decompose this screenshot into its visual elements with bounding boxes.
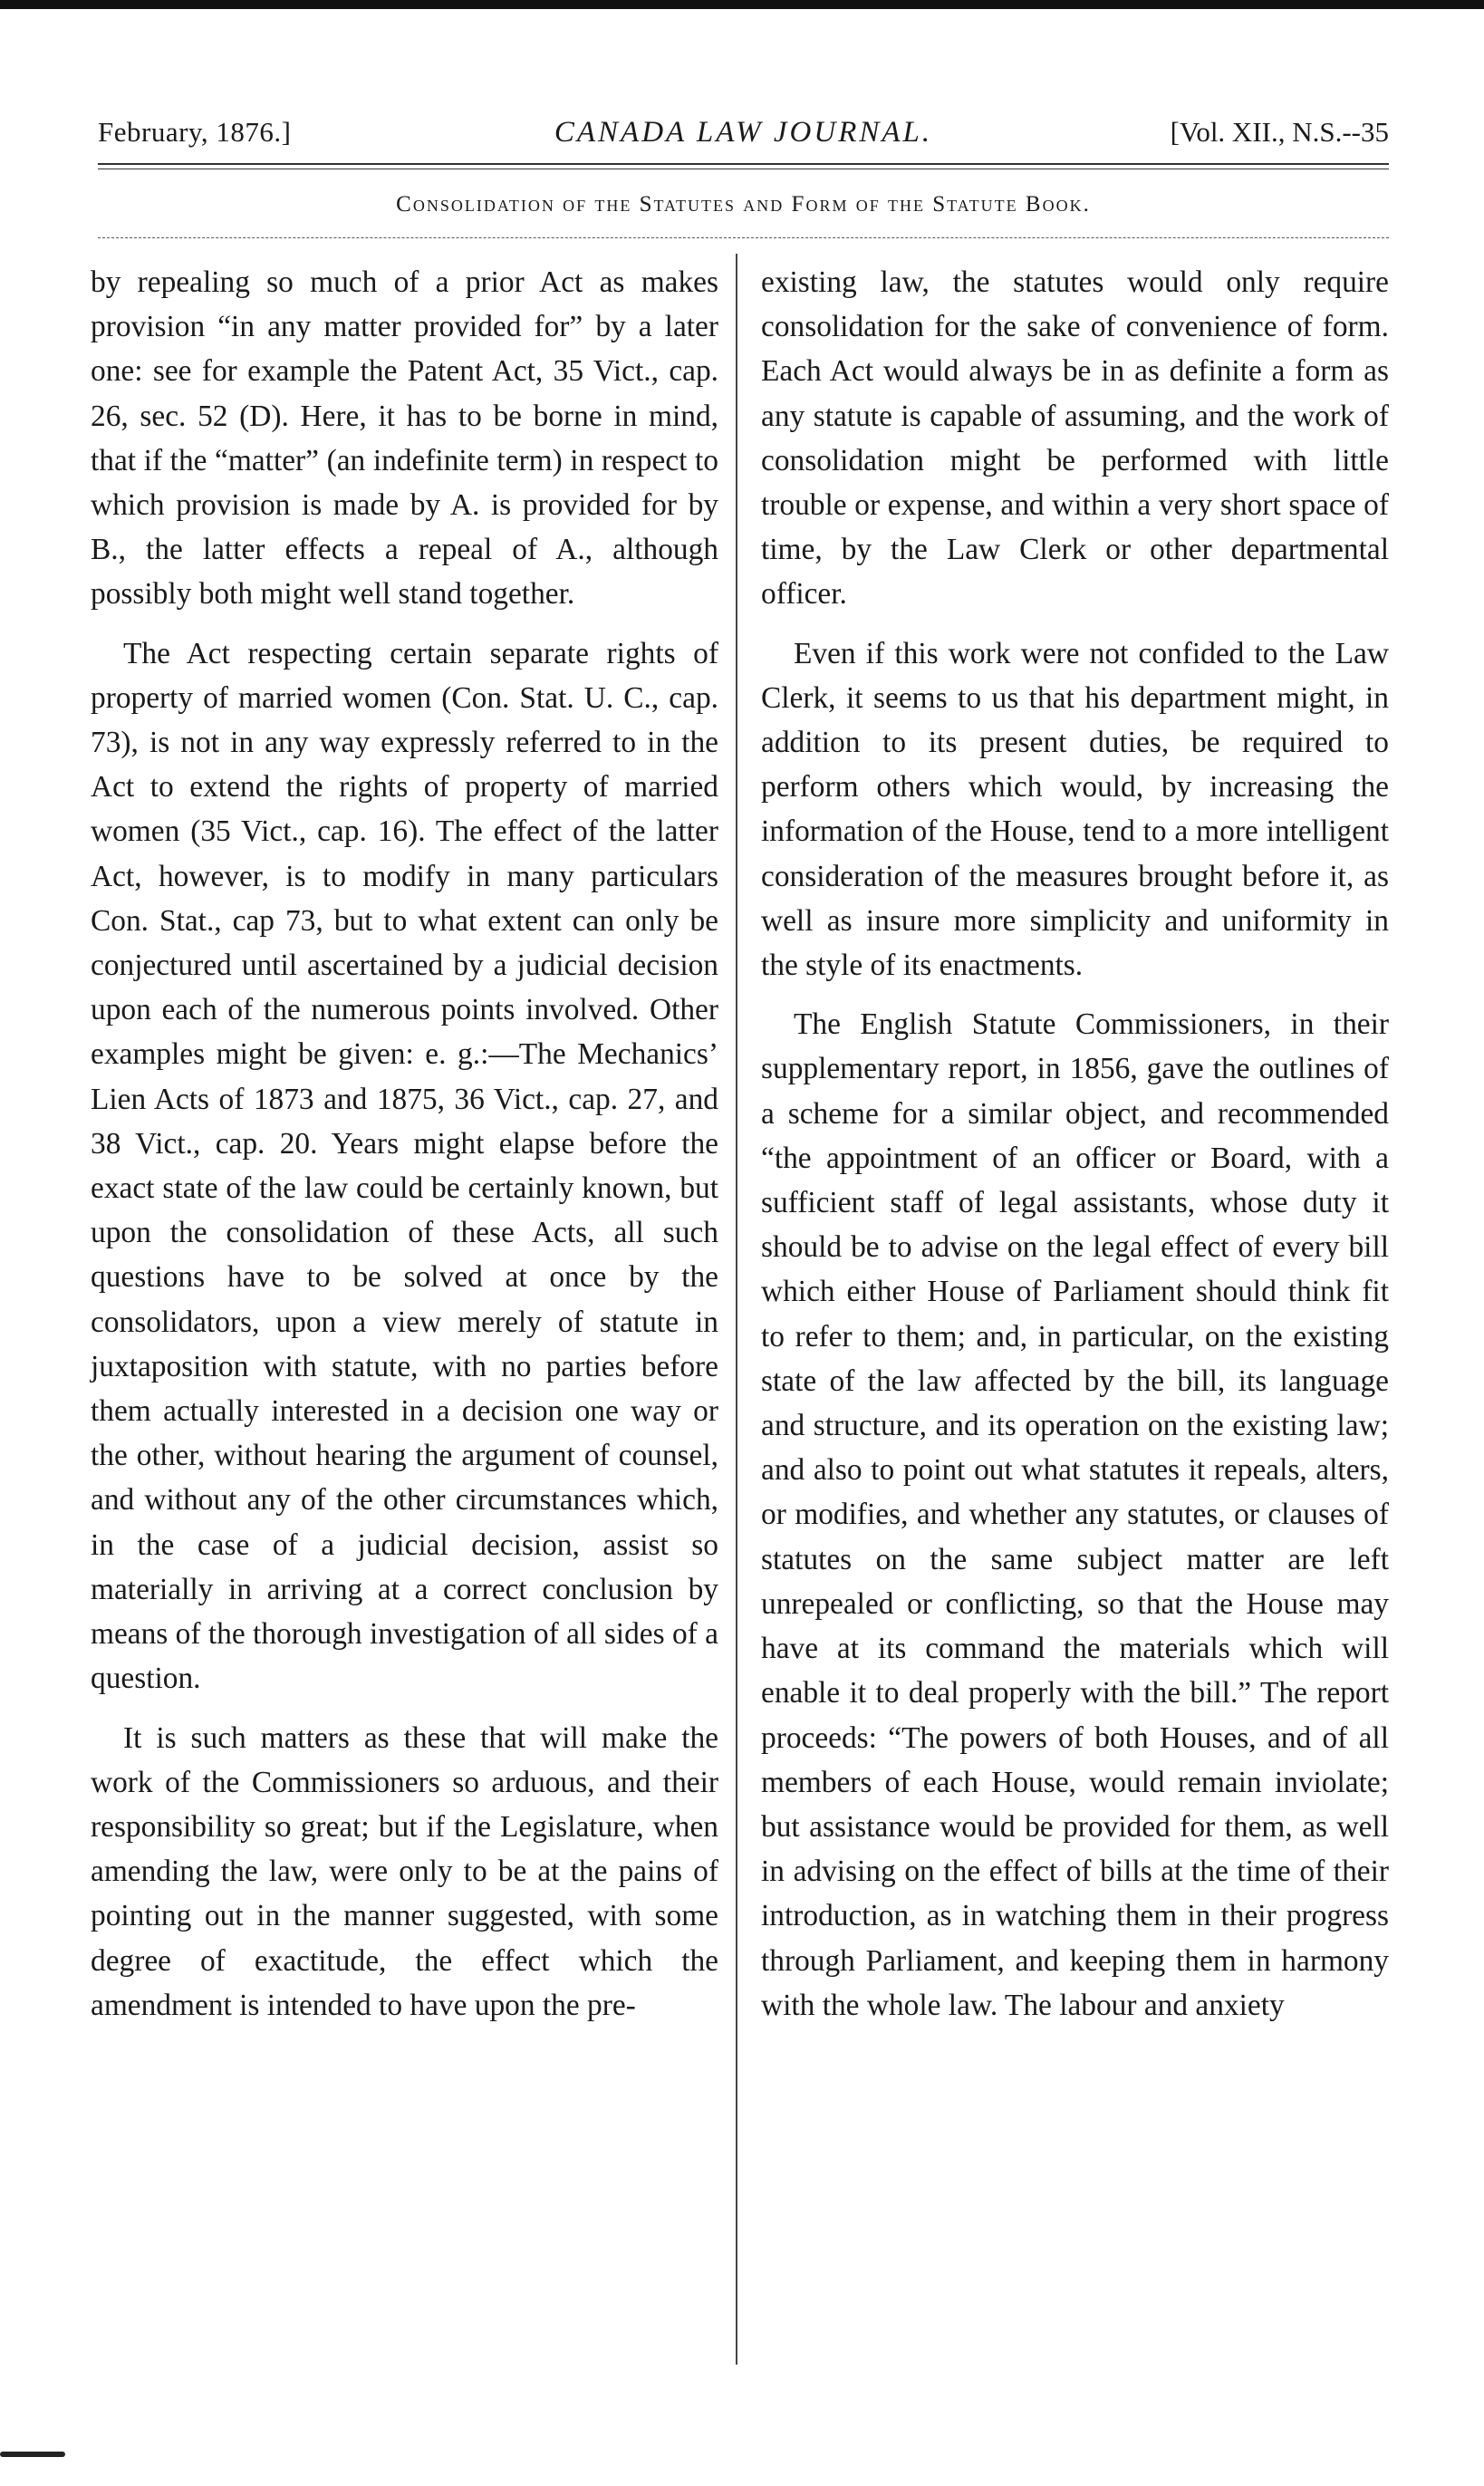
journal-title: CANADA LAW JOURNAL. bbox=[554, 116, 933, 149]
volume-page: [Vol. XII., N.S.--35 bbox=[1170, 116, 1389, 148]
column-divider bbox=[736, 254, 737, 2365]
paragraph: existing law, the statutes would only require consolidation for the sake of convenience of form. Each Act would always be in as definite a form as any statute is capable of assuming, and the work of consolidation might be performed with little trouble or expense, and within a very short space of time, by the Law Clerk or other departmental officer. bbox=[761, 265, 1389, 612]
left-column bbox=[91, 260, 718, 2362]
page-edge-mark bbox=[0, 2452, 65, 2457]
paragraph: by repealing so much of a prior Act as makes provision “in any matter provided for” by a later one: see for example the Patent Act, 35 Vict., cap. 26, sec. 52 (D). Here, it has to be borne in mind, that if the “matter” (an indefinite term) in respect to which provision is made by A. is provided for by B., the latter effects a repeal of A., although possibly both might well stand together. bbox=[91, 265, 718, 612]
article-title: Consolidation of the Statutes and Form of the Statute Book. bbox=[396, 192, 1091, 217]
running-header bbox=[98, 116, 1389, 156]
paragraph: The English Statute Commissioners, in their supplementary report, in 1856, gave the outlines of a scheme for a similar object, and recommended “the appointment of an officer or Board, with a sufficient staff of legal assistants, whose duty it should be to advise on the legal effect of every bill which either House of Parliament should think fit to refer to them; and, in particular, on the existing state of the law affected by the bill, its language and structure, and its operation on the existing law; and also to point out what statutes it repeals, alters, or modifies, and whether any statutes, or clauses of statutes on the same subject matter are left unrepealed or conflicting, so that the House may have at its command the materials which will enable it to deal properly with the bill.” The report proceeds: “The powers of both Houses, and of all members of each House, would remain inviolate; but assistance would be provided for them, as well in advising on the effect of bills at the time of their introduction, as in watching them in their progress through Parliament, and keeping them in harmony with the whole law. The labour and anxiety bbox=[761, 1007, 1389, 2022]
title-rule bbox=[98, 237, 1389, 238]
header-date: February, 1876.] bbox=[98, 116, 292, 148]
paragraph: The Act respecting certain separate rights of property of married women (Con. Stat. U. C., cap. 73), is not in any way expressly referred to in the Act to extend the rights of property of married women (35 Vict., cap. 16). The effect of the latter Act, however, is to modify in many particulars Con. Stat., cap 73, but to what extent can only be conjectured until ascertained by a judicial decision upon each of the numerous points involved. Other examples might be given: e. g.:—The Mechanics’ Lien Acts of 1873 and 1875, 36 Vict., cap. 27, and 38 Vict., cap. 20. Years might elapse before the exact state of the law could be certainly known, but upon the consolidation of these Acts, all such questions have to be solved at once by the consolidators, upon a view merely of statute in juxtaposition with statute, with no parties before them actually interested in a decision one way or the other, without hearing the argument of counsel, and without any of the other circumstances which, in the case of a judicial decision, assist so materially in arriving at a correct conclusion by means of the thorough investigation of all sides of a question. bbox=[91, 636, 718, 1696]
header-rule bbox=[98, 163, 1389, 165]
right-column bbox=[761, 260, 1389, 2362]
paragraph: It is such matters as these that will make the work of the Commissioners so arduous, and their responsibility so great; but if the Legislature, when amending the law, were only to be at the pains of pointing out in the manner suggested, with some degree of exactitude, the effect which the amendment is intended to have upon the pre- bbox=[91, 1720, 718, 2022]
top-edge-bar bbox=[0, 0, 1484, 9]
paragraph: Even if this work were not confided to the Law Clerk, it seems to us that his department might, in addition to its present duties, be required to perform others which would, by increasing the information of the House, tend to a more intelligent consideration of the measures brought before it, as well as insure more simplicity and uniformity in the style of its enactments. bbox=[761, 636, 1389, 983]
